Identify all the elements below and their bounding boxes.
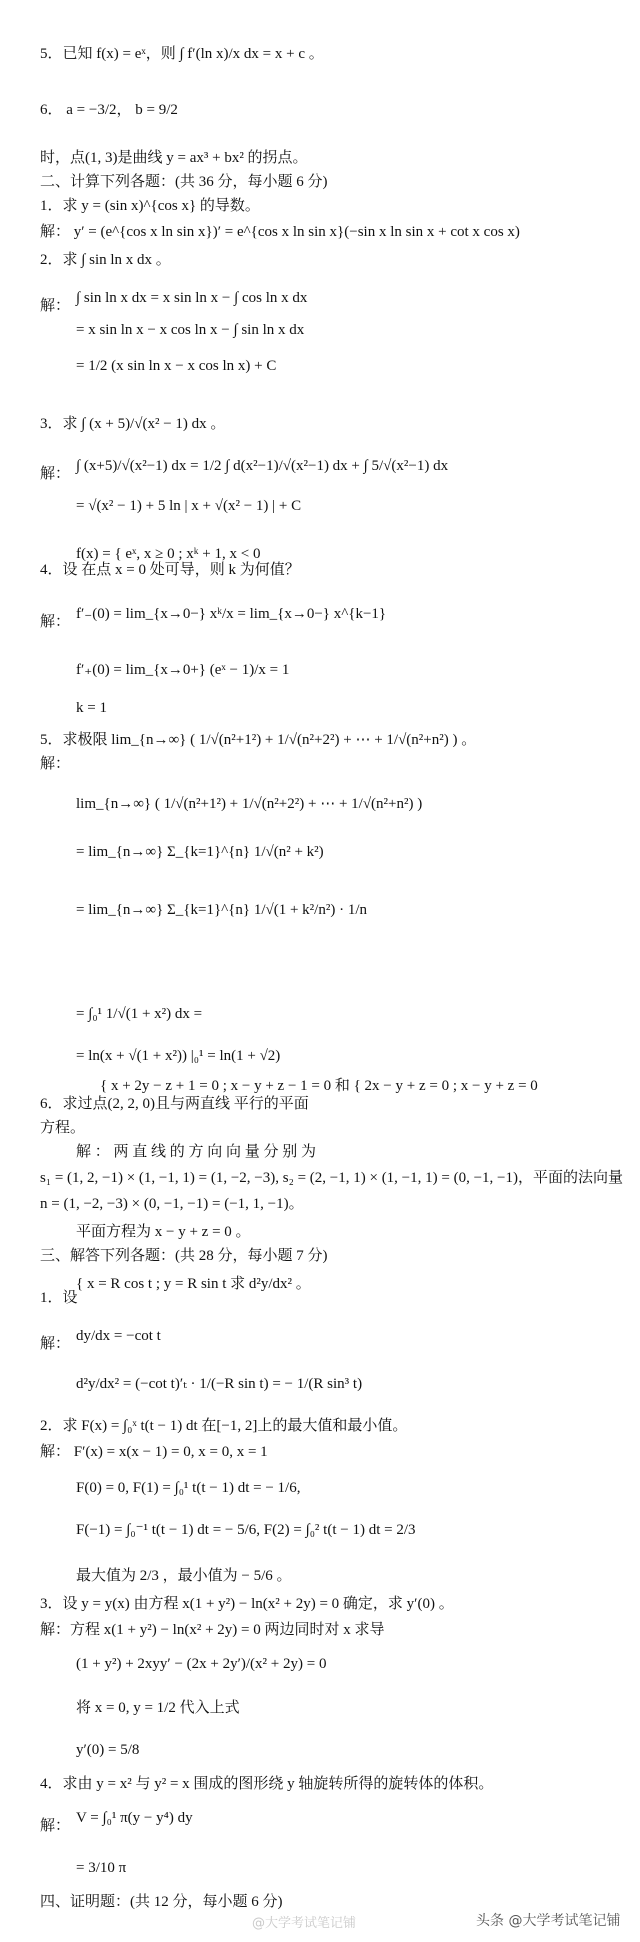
text-line: 2．求 ∫ sin ln x dx 。 [40, 252, 171, 268]
text-line: 解： [40, 756, 71, 772]
text-line: V = ∫₀¹ π(y − y⁴) dy [76, 1810, 193, 1826]
text-line: = √(x² − 1) + 5 ln | x + √(x² − 1) | + C [76, 498, 302, 514]
text-line: f′₋(0) = lim_{x→0−} xᵏ/x = lim_{x→0−} x^{k−1} [76, 606, 387, 622]
text-line: 解：方程 x(1 + y²) − ln(x² + 2y) = 0 两边同时对 x 求导 [40, 1622, 385, 1638]
text-line: dy/dx = −cot t [76, 1328, 161, 1344]
text-line: 最大值为 2/3 ，最小值为 − 5/6 。 [76, 1568, 292, 1584]
text-line: 二、计算下列各题：(共 36 分，每小题 6 分) [40, 174, 328, 190]
text-line: F(−1) = ∫₀⁻¹ t(t − 1) dt = − 5/6, F(2) = ∫₀² t(t − 1) dt = 2/3 [76, 1522, 416, 1538]
watermark-toutiao: 头条 @大学考试笔记铺 [470, 1910, 626, 1930]
text-line: 6．求过点(2, 2, 0)且与两直线 平行的平面 [40, 1096, 309, 1112]
text-line: { x + 2y − z + 1 = 0 ; x − y + z − 1 = 0 和 { 2x − y + z = 0 ; x − y + z = 0 [100, 1078, 538, 1094]
text-line: 5．求极限 lim_{n→∞} ( 1/√(n²+1²) + 1/√(n²+2²) + ⋯ + 1/√(n²+n²) ) 。 [40, 732, 477, 748]
text-line: 三、解答下列各题：(共 28 分，每小题 7 分) [40, 1248, 328, 1264]
text-line: 3．设 y = y(x) 由方程 x(1 + y²) − ln(x² + 2y) = 0 确定，求 y′(0) 。 [40, 1596, 454, 1612]
text-line: 方程。 [40, 1120, 86, 1136]
text-line: 解 ： 两 直 线 的 方 向 向 量 分 别 为 [76, 1144, 317, 1160]
text-line: lim_{n→∞} ( 1/√(n²+1²) + 1/√(n²+2²) + ⋯ + 1/√(n²+n²) ) [76, 796, 423, 812]
text-line: d²y/dx² = (−cot t)′ₜ · 1/(−R sin t) = − 1/(R sin³ t) [76, 1376, 363, 1392]
text-line: 4．设 在点 x = 0 处可导，则 k 为何值？ [40, 562, 300, 578]
text-line: 解： [40, 466, 71, 482]
text-line: ∫ (x+5)/√(x²−1) dx = 1/2 ∫ d(x²−1)/√(x²−1) dx + ∫ 5/√(x²−1) dx [76, 458, 449, 474]
text-line: y′(0) = 5/8 [76, 1742, 140, 1758]
text-line: 1．设 [40, 1290, 78, 1306]
text-line: (1 + y²) + 2xyy′ − (2x + 2y′)/(x² + 2y) = 0 [76, 1656, 327, 1672]
text-line: 5．已知 f(x) = eˣ，则 ∫ f′(ln x)/x dx = x + c 。 [40, 46, 324, 62]
text-line: 4．求由 y = x² 与 y² = x 围成的图形绕 y 轴旋转所得的旋转体的体积。 [40, 1776, 494, 1792]
text-line: { x = R cos t ; y = R sin t 求 d²y/dx² 。 [76, 1276, 311, 1292]
text-line: 四、证明题：(共 12 分，每小题 6 分) [40, 1894, 283, 1910]
text-line: n = (1, −2, −3) × (0, −1, −1) = (−1, 1, −1)。 [40, 1196, 304, 1212]
text-line: = 1/2 (x sin ln x − x cos ln x) + C [76, 358, 277, 374]
text-line: ∫ sin ln x dx = x sin ln x − ∫ cos ln x dx [76, 290, 308, 306]
text-line: = x sin ln x − x cos ln x − ∫ sin ln x dx [76, 322, 305, 338]
text-line: 解： y′ = (e^{cos x ln sin x})′ = e^{cos x ln sin x}(−sin x ln sin x + cot x cos x) [40, 224, 520, 240]
text-line: s₁ = (1, 2, −1) × (1, −1, 1) = (1, −2, −3), s₂ = (2, −1, 1) × (1, −1, 1) = (0, −1, −1)，平面的法向量 [40, 1170, 624, 1186]
text-line: 2．求 F(x) = ∫₀ˣ t(t − 1) dt 在[−1, 2]上的最大值和最小值。 [40, 1418, 408, 1434]
text-line: 1．求 y = (sin x)^{cos x} 的导数。 [40, 198, 260, 214]
watermark-weibo: @大学考试笔记铺 [252, 1916, 357, 1931]
text-line: 解： [40, 1818, 71, 1834]
text-line: f′₊(0) = lim_{x→0+} (eˣ − 1)/x = 1 [76, 662, 290, 678]
text-line: 解： [40, 614, 71, 630]
text-line: k = 1 [76, 700, 107, 716]
text-line: = ln(x + √(1 + x²)) |₀¹ = ln(1 + √2) [76, 1048, 281, 1064]
text-line: F(0) = 0, F(1) = ∫₀¹ t(t − 1) dt = − 1/6, [76, 1480, 301, 1496]
text-line: 6． a = −3/2， b = 9/2 [40, 102, 178, 118]
text-line: 时，点(1, 3)是曲线 y = ax³ + bx² 的拐点。 [40, 150, 308, 166]
text-line: 3．求 ∫ (x + 5)/√(x² − 1) dx 。 [40, 416, 226, 432]
text-line: = lim_{n→∞} Σ_{k=1}^{n} 1/√(1 + k²/n²) · 1/n [76, 902, 368, 918]
text-line: 解： F′(x) = x(x − 1) = 0, x = 0, x = 1 [40, 1444, 268, 1460]
text-line: 平面方程为 x − y + z = 0 。 [76, 1224, 251, 1240]
text-line: 将 x = 0, y = 1/2 代入上式 [76, 1700, 240, 1716]
text-line: = lim_{n→∞} Σ_{k=1}^{n} 1/√(n² + k²) [76, 844, 324, 860]
text-line: = ∫₀¹ 1/√(1 + x²) dx = [76, 1006, 203, 1022]
text-line: 解： [40, 298, 71, 314]
text-line: f(x) = { eˣ, x ≥ 0 ; xᵏ + 1, x < 0 [76, 546, 261, 562]
text-line: 解： [40, 1336, 71, 1352]
text-line: = 3/10 π [76, 1860, 127, 1876]
